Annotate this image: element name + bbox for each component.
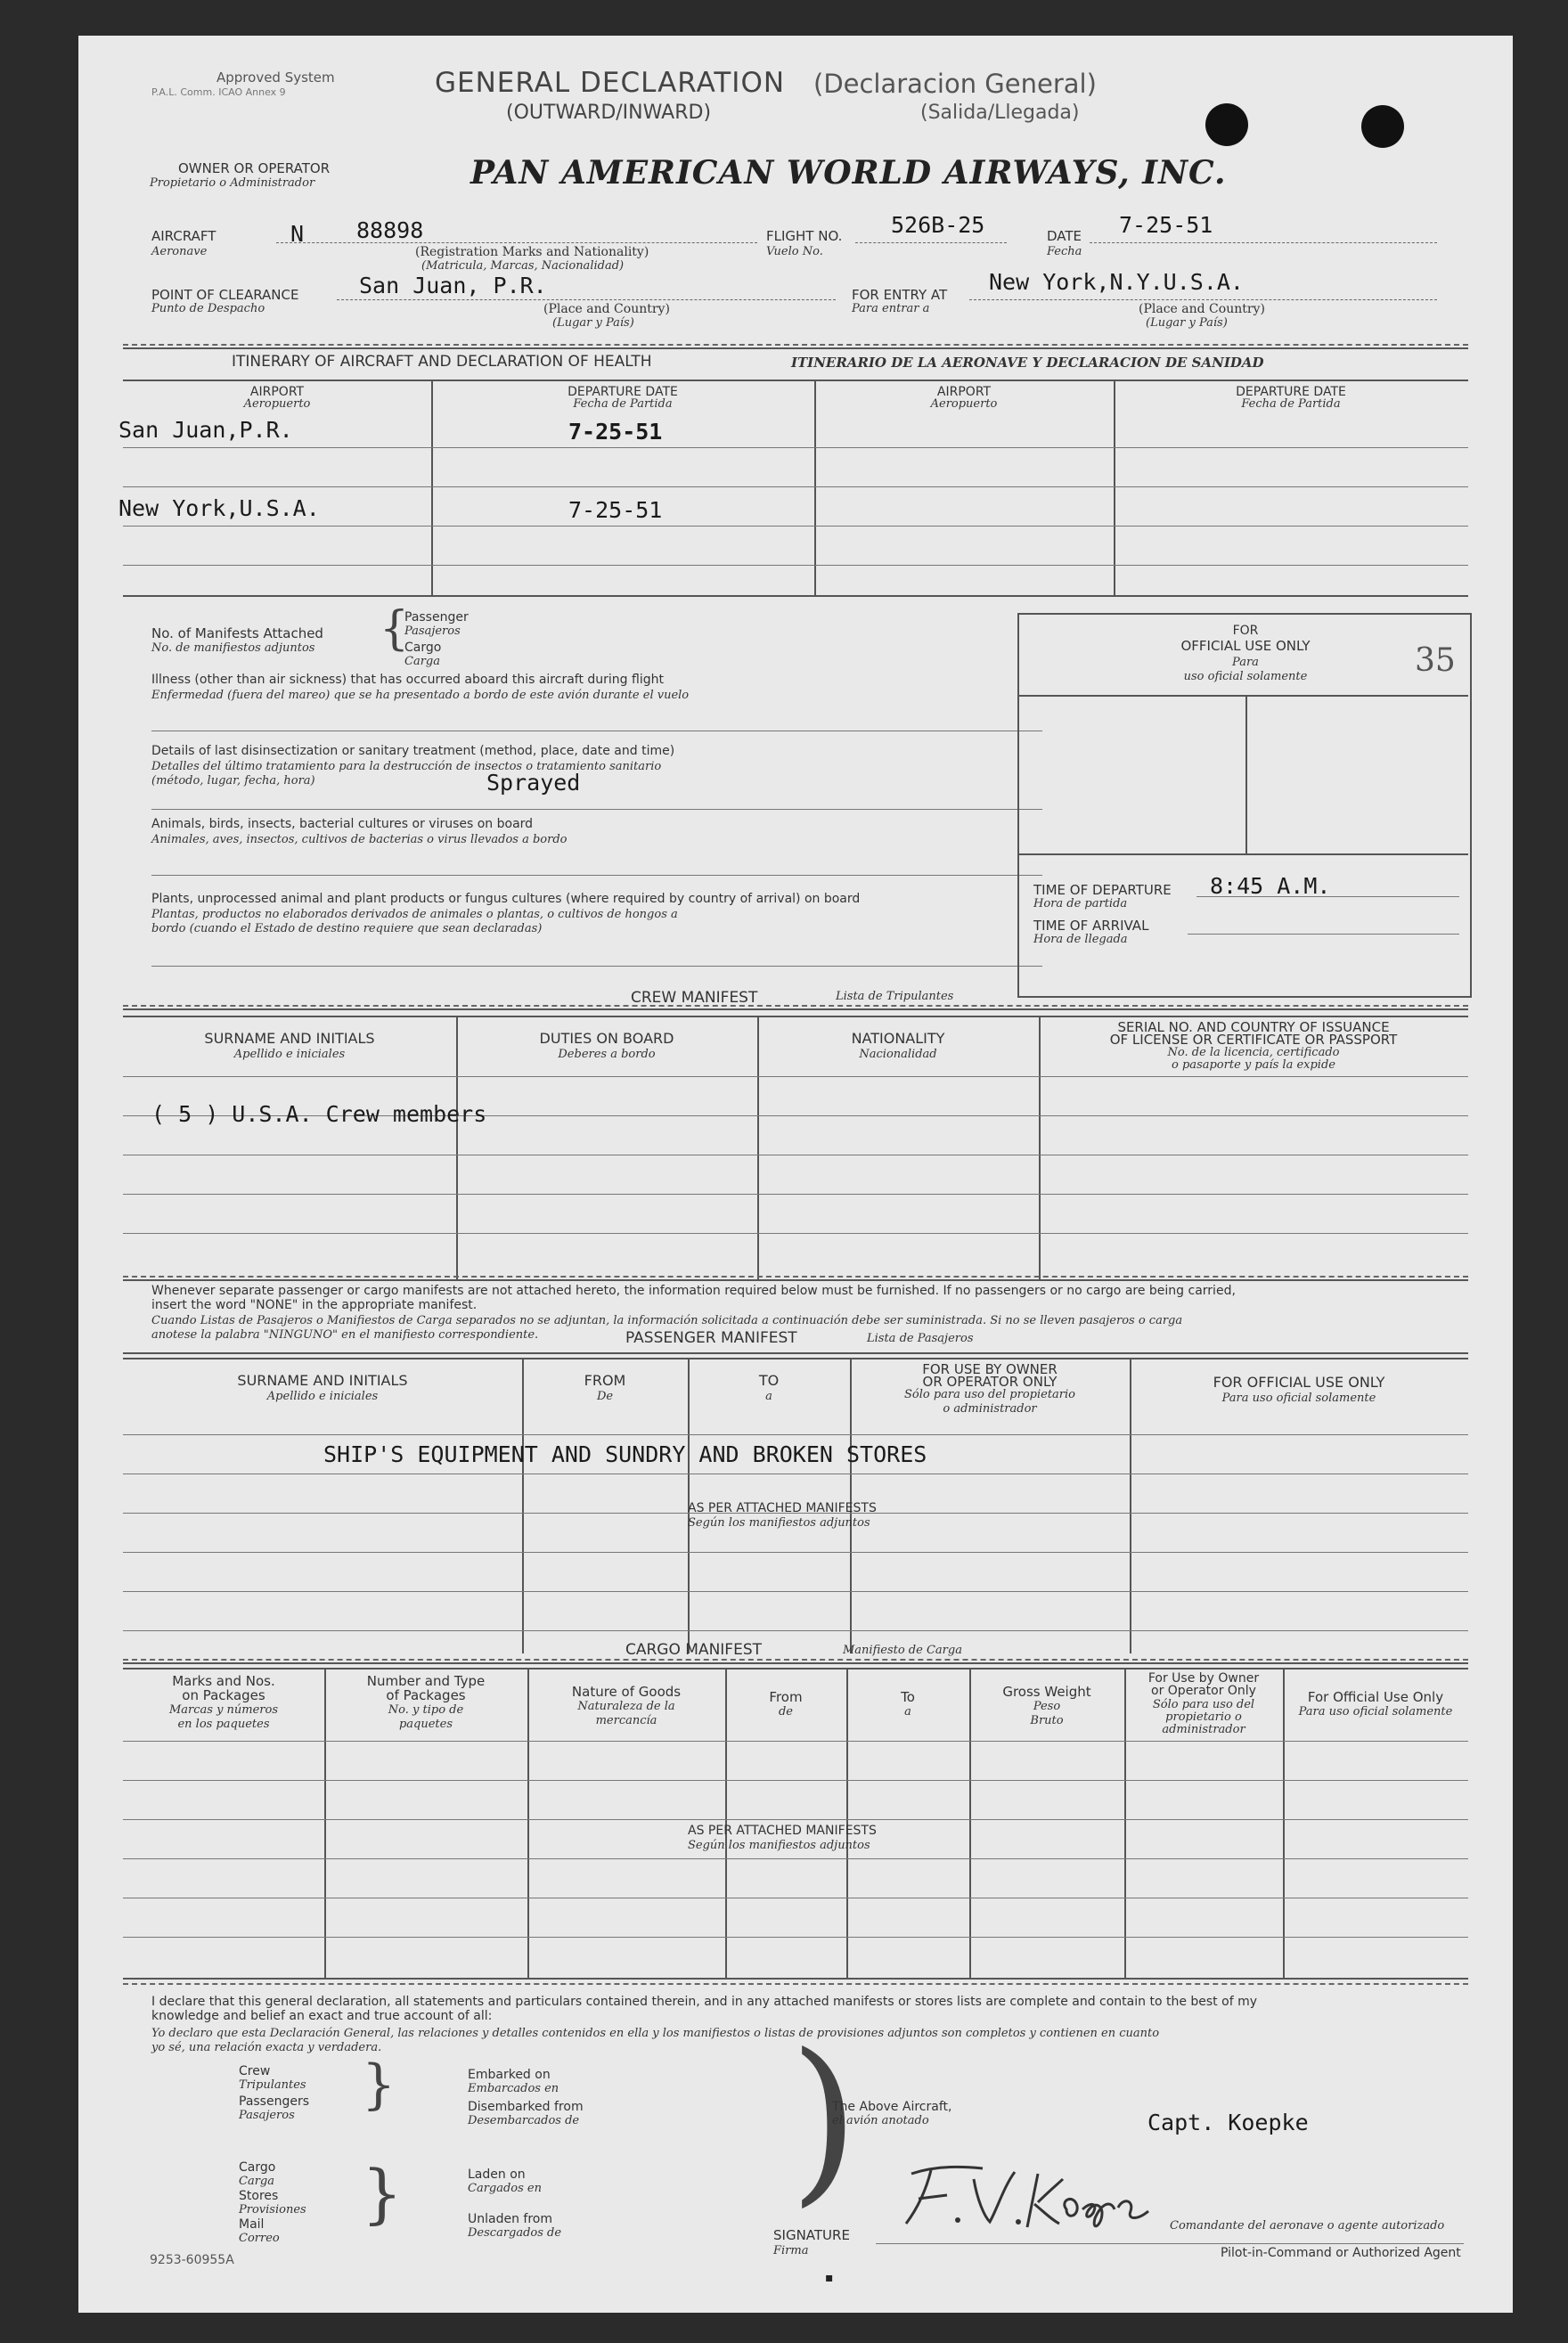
itinerary-date-2: 7-25-51 (568, 497, 663, 523)
clearance-line (337, 299, 836, 300)
disinsect-label: Details of last disinsectization or sanitary treatment (method, place, date and time) (151, 744, 675, 758)
owner-label: OWNER OR OPERATOR (178, 160, 331, 176)
itinerary-bottom (123, 595, 1468, 597)
passenger-label-es: Pasajeros (404, 625, 461, 638)
itinerary-title: ITINERARY OF AIRCRAFT AND DECLARATION OF HEALTH (232, 353, 652, 371)
passenger-col-from: FROM (584, 1372, 626, 1389)
cargo-col-marks: Marks and Nos. (172, 1673, 275, 1689)
itinerary-date-1: 7-25-51 (568, 419, 663, 445)
itinerary-col-airport-2: AIRPORT (936, 385, 992, 399)
entry-label: FOR ENTRY AT (852, 287, 948, 303)
aircraft-caption: (Registration Marks and Nationality) (415, 245, 649, 259)
itinerary-col (814, 381, 816, 595)
disinsect-value: Sprayed (486, 770, 581, 796)
official-label: OFFICIAL USE ONLY (1180, 638, 1311, 654)
form-title: GENERAL DECLARATION (435, 67, 786, 99)
decl-cargo-es: Carga (239, 2175, 274, 2188)
cargo-col-nature-es-2: mercancía (595, 1714, 657, 1727)
cargo-attached: AS PER ATTACHED MANIFESTS (688, 1824, 877, 1838)
entry-caption: (Place and Country) (1139, 302, 1265, 316)
manifests-label: No. of Manifests Attached (151, 625, 323, 641)
section-divider (123, 1276, 1468, 1278)
crew-col-surname-es: Apellido e iniciales (233, 1048, 346, 1061)
itinerary-col-departure: DEPARTURE DATE (568, 385, 678, 399)
passenger-attached-es: Según los manifiestos adjuntos (688, 1516, 870, 1530)
form-number: 9253-60955A (150, 2253, 234, 2267)
illness-label-es: Enfermedad (fuera del mareo) que se ha presentado a bordo de este avión durante el vuelo (151, 689, 690, 702)
cargo-title-es: Manifiesto de Carga (843, 1644, 962, 1657)
passenger-col-owner-es-2: o administrador (943, 1402, 1037, 1416)
cargo-attached-es: Según los manifiestos adjuntos (688, 1839, 870, 1852)
date-value: 7-25-51 (1119, 212, 1213, 238)
decl-brace: } (362, 2053, 396, 2116)
crew-entry: ( 5 ) U.S.A. Crew members (151, 1101, 487, 1127)
passenger-row-line (123, 1591, 1468, 1592)
flight-label: FLIGHT NO. (766, 228, 843, 244)
departure-time-value: 8:45 A.M. (1210, 873, 1331, 899)
notice-es-2: anotese la palabra "NINGUNO" en el manifiesto correspondiente. (151, 1328, 539, 1342)
cargo-col-number-es-2: paquetes (398, 1718, 453, 1731)
itinerary-row-line (123, 447, 1468, 448)
official-label-es-2: uso oficial solamente (1183, 670, 1308, 683)
decl-laden: Laden on (468, 2167, 526, 2182)
crew-col-duties: DUTIES ON BOARD (539, 1030, 674, 1047)
declaration-form (78, 36, 1513, 2313)
cargo-row-line (123, 1780, 1468, 1781)
punch-hole (1361, 105, 1404, 148)
itinerary-col-airport: AIRPORT (249, 385, 305, 399)
itinerary-col-departure-es-2: Fecha de Partida (1241, 397, 1341, 411)
official-rule (1019, 695, 1468, 697)
decl-unladen: Unladen from (468, 2212, 552, 2226)
passenger-col-official: FOR OFFICIAL USE ONLY (1213, 1374, 1385, 1391)
passenger-title: PASSENGER MANIFEST (625, 1329, 797, 1347)
disinsect-line (151, 809, 1042, 810)
signature-line (876, 2243, 1464, 2244)
date-label-es: Fecha (1047, 245, 1082, 258)
disinsect-label-es-1: Detalles del último tratamiento para la destrucción de insectos o tratamiento sanitario (151, 760, 662, 773)
above-aircraft: The Above Aircraft, (832, 2100, 952, 2114)
decl-disembarked-es: Desembarcados de (468, 2114, 580, 2127)
cargo-col-from-es: de (778, 1705, 793, 1718)
section-divider (123, 1659, 1468, 1661)
passenger-col-owner-2: OR OPERATOR ONLY (922, 1374, 1058, 1390)
entry-caption-es: (Lugar y País) (1146, 316, 1228, 330)
crew-row-line (123, 1233, 1468, 1234)
flight-label-es: Vuelo No. (766, 245, 823, 258)
entry-line (969, 299, 1437, 300)
crew-col-duties-es: Deberes a bordo (558, 1048, 656, 1061)
arrival-time-line (1188, 934, 1459, 935)
decl-bracket: ) (789, 2016, 860, 2224)
clearance-caption: (Place and Country) (543, 302, 670, 316)
decl-embarked-es: Embarcados en (468, 2082, 559, 2095)
cargo-bottom (123, 1978, 1468, 1980)
itinerary-col-departure-es: Fecha de Partida (573, 397, 673, 411)
cargo-col-from: From (769, 1689, 803, 1705)
decl-mail-es: Correo (239, 2232, 280, 2245)
passenger-col-to: TO (758, 1372, 780, 1389)
passenger-attached: AS PER ATTACHED MANIFESTS (688, 1501, 877, 1515)
aircraft-caption-es: (Matricula, Marcas, Nacionalidad) (421, 259, 625, 273)
aircraft-registration: 88898 (356, 217, 424, 243)
cargo-row-line (123, 1937, 1468, 1938)
section-rule (123, 1662, 1468, 1664)
notice-es-1: Cuando Listas de Pasajeros o Manifiestos de Carga separados no se adjuntan, la información solicitada a continuación debe ser suministrada. Si no se lleven pasajeros o carga (151, 1314, 1183, 1327)
plants-line (151, 966, 1042, 967)
approved-system: Approved System (216, 69, 335, 86)
flight-line (855, 242, 1007, 243)
cargo-label: Cargo (404, 641, 442, 655)
decl-unladen-es: Descargados de (468, 2226, 562, 2240)
passenger-col-official-es: Para uso oficial solamente (1221, 1392, 1376, 1405)
cargo-col-weight-es-2: Bruto (1030, 1714, 1064, 1727)
section-rule (123, 1279, 1468, 1281)
cargo-col-owner-es-3: administrador (1162, 1723, 1245, 1736)
date-line (1090, 242, 1437, 243)
crew-row-line (123, 1076, 1468, 1077)
animals-line (151, 875, 1042, 876)
decl-crew: Crew (239, 2064, 271, 2078)
aircraft-line (276, 242, 757, 243)
manifests-label-es: No. de manifiestos adjuntos (151, 641, 315, 655)
decl-laden-es: Cargados en (468, 2182, 543, 2195)
plants-label: Plants, unprocessed animal and plant products or fungus cultures (where required by country of arrival) on board (151, 892, 861, 906)
cargo-col-to-es: a (904, 1705, 911, 1718)
passenger-col-to-es: a (765, 1390, 772, 1403)
declaration-es-1: Yo declaro que esta Declaración General, las relaciones y detalles contenidos en ella y los manifiestos o listas de provisiones adjuntos son completos y contienen en cuanto (151, 2027, 1160, 2040)
passenger-entry: SHIP'S EQUIPMENT AND SUNDRY AND BROKEN STORES (323, 1441, 927, 1467)
decl-brace-2: } (362, 2156, 403, 2231)
crew-col-nationality: NATIONALITY (851, 1030, 945, 1047)
departure-time-line (1196, 896, 1459, 897)
itinerary-col (1114, 381, 1115, 595)
itinerary-col (431, 381, 433, 595)
declaration-en-2: knowledge and belief an exact and true account of all: (151, 2009, 493, 2023)
passenger-title-es: Lista de Pasajeros (867, 1332, 974, 1345)
arrival-time-label: TIME OF ARRIVAL (1033, 918, 1149, 934)
owner-label-es: Propietario o Administrador (150, 176, 315, 190)
section-divider (123, 1983, 1468, 1985)
itinerary-col-departure-2: DEPARTURE DATE (1236, 385, 1346, 399)
entry-label-es: Para entrar a (852, 302, 930, 315)
passenger-top (123, 1358, 1468, 1359)
crew-col-serial-es-2: o pasaporte y país la expide (1172, 1058, 1335, 1072)
cargo-col-owner: For Use by Owner (1147, 1671, 1260, 1686)
crew-top (123, 1016, 1468, 1017)
crew-title-es: Lista de Tripulantes (836, 990, 954, 1003)
section-rule (123, 347, 1468, 349)
passenger-row-line (123, 1552, 1468, 1553)
official-label-es: Para (1232, 656, 1259, 669)
captain-signature (885, 2147, 1179, 2236)
captain-name: Capt. Koepke (1147, 2110, 1309, 2135)
cargo-row-line (123, 1819, 1468, 1820)
crew-title: CREW MANIFEST (631, 989, 758, 1007)
crew-col-serial: SERIAL NO. AND COUNTRY OF ISSUANCE (1117, 1019, 1390, 1035)
arrival-time-label-es: Hora de llegada (1033, 933, 1128, 946)
decl-disembarked: Disembarked from (468, 2100, 584, 2114)
departure-time-label: TIME OF DEPARTURE (1033, 882, 1172, 898)
clearance-caption-es: (Lugar y País) (552, 316, 634, 330)
cargo-col-number: Number and Type (366, 1673, 486, 1689)
aircraft-label: AIRCRAFT (151, 228, 216, 244)
cargo-col-owner-2: or Operator Only (1151, 1684, 1256, 1698)
itinerary-row-line (123, 565, 1468, 566)
itinerary-top (123, 380, 1468, 381)
printer-mark: ▪ (825, 2271, 834, 2285)
clearance-label-es: Punto de Despacho (151, 302, 265, 315)
cargo-col-official: For Official Use Only (1307, 1689, 1444, 1705)
itinerary-col-airport-es-2: Aeropuerto (930, 397, 998, 411)
cargo-col-nature: Nature of Goods (571, 1684, 682, 1700)
cargo-row-line (123, 1858, 1468, 1859)
aircraft-prefix: N (290, 221, 305, 247)
entry-value: New York,N.Y.U.S.A. (989, 269, 1244, 295)
form-title-es: (Declaracion General) (813, 69, 1097, 99)
itinerary-title-es: ITINERARIO DE LA AERONAVE Y DECLARACION DE SANIDAD (791, 355, 1264, 371)
decl-passengers: Passengers (239, 2094, 310, 2109)
cargo-col-number-es: No. y tipo de (388, 1703, 464, 1717)
section-divider (123, 344, 1468, 346)
passenger-col-surname: SURNAME AND INITIALS (237, 1372, 408, 1389)
date-label: DATE (1047, 228, 1082, 244)
passenger-col-owner: FOR USE BY OWNER (922, 1361, 1058, 1377)
form-title-es-sub: (Salida/Llegada) (920, 102, 1080, 124)
departure-time-label-es: Hora de partida (1033, 897, 1128, 910)
signature-label: SIGNATURE (773, 2227, 850, 2243)
official-for: FOR (1232, 624, 1259, 638)
punch-hole (1205, 103, 1248, 146)
animals-label: Animals, birds, insects, bacterial cultures or viruses on board (151, 817, 534, 831)
crew-col-surname: SURNAME AND INITIALS (204, 1030, 375, 1047)
cargo-col-marks-es-2: en los paquetes (177, 1718, 270, 1731)
cargo-label-es: Carga (404, 655, 440, 668)
declaration-en-1: I declare that this general declaration, all statements and particulars contained therein, and in any attached manifests or stores lists are complete and contain to the best of my (151, 1995, 1257, 2009)
plants-label-es-2: bordo (cuando el Estado de destino requiere que sean declaradas) (151, 922, 543, 935)
passenger-col (522, 1359, 524, 1653)
cargo-col-marks-es: Marcas y números (168, 1703, 279, 1717)
section-rule (123, 1352, 1468, 1354)
decl-cargo: Cargo (239, 2160, 276, 2175)
form-title-sub: (OUTWARD/INWARD) (506, 102, 712, 124)
crew-col-serial-es: No. de la licencia, certificado (1167, 1046, 1340, 1059)
plants-label-es-1: Plantas, productos no elaborados derivados de animales o plantas, o cultivos de hongos a (151, 908, 678, 921)
itinerary-row-line (123, 486, 1468, 487)
approved-system-sub: P.A.L. Comm. ICAO Annex 9 (151, 86, 286, 98)
section-divider (123, 1005, 1468, 1007)
cargo-row-line (123, 1741, 1468, 1742)
cargo-col-weight: Gross Weight (1002, 1684, 1091, 1700)
decl-stores-es: Provisiones (239, 2203, 306, 2216)
cargo-title: CARGO MANIFEST (625, 1641, 762, 1659)
section-rule (123, 1008, 1468, 1010)
crew-col-nationality-es: Nacionalidad (859, 1048, 937, 1061)
crew-col-serial-2: OF LICENSE OR CERTIFICATE OR PASSPORT (1109, 1032, 1398, 1048)
cargo-col-nature-es: Naturaleza de la (577, 1700, 675, 1713)
above-aircraft-es: el avión anotado (832, 2114, 929, 2127)
cargo-col-owner-es: Sólo para uso del (1152, 1698, 1255, 1711)
passenger-col-owner-es: Sólo para uso del propietario (903, 1388, 1076, 1401)
illness-label: Illness (other than air sickness) that has occurred aboard this aircraft during flight (151, 673, 664, 687)
commander: Pilot-in-Command or Authorized Agent (1221, 2246, 1461, 2260)
cargo-col-weight-es: Peso (1033, 1700, 1061, 1713)
decl-passengers-es: Pasajeros (239, 2109, 295, 2122)
cargo-col-marks-2: on Packages (182, 1687, 265, 1703)
flight-value: 526B-25 (891, 212, 985, 238)
itinerary-col-airport-es: Aeropuerto (243, 397, 311, 411)
declaration-es-2: yo sé, una relación exacta y verdadera. (151, 2041, 382, 2054)
clearance-label: POINT OF CLEARANCE (151, 287, 299, 303)
brace: { (380, 602, 410, 656)
signature-label-es: Firma (773, 2244, 809, 2257)
decl-crew-es: Tripulantes (239, 2078, 306, 2092)
passenger-label: Passenger (404, 610, 469, 625)
official-divider (1245, 697, 1247, 853)
decl-stores: Stores (239, 2189, 279, 2203)
cargo-col-owner-es-2: propietario o (1165, 1710, 1242, 1724)
commander-es: Comandante del aeronave o agente autorizado (1170, 2219, 1445, 2233)
aircraft-label-es: Aeronave (151, 245, 208, 258)
official-number: 35 (1415, 642, 1456, 679)
passenger-row-line (123, 1434, 1468, 1435)
official-rule (1019, 853, 1468, 855)
passenger-row-line (123, 1630, 1468, 1631)
decl-embarked: Embarked on (468, 2068, 551, 2082)
cargo-col-to: To (901, 1689, 915, 1705)
itinerary-airport-2: New York,U.S.A. (118, 495, 320, 521)
animals-label-es: Animales, aves, insectos, cultivos de bacterias o virus llevados a bordo (151, 833, 568, 846)
owner-name: PAN AMERICAN WORLD AIRWAYS, INC. (470, 154, 1227, 192)
decl-mail: Mail (239, 2217, 265, 2232)
itinerary-airport-1: San Juan,P.R. (118, 417, 293, 443)
cargo-col-number-2: of Packages (386, 1687, 466, 1703)
itinerary-row-line (123, 526, 1468, 527)
notice-en-2: insert the word "NONE" in the appropriate manifest. (151, 1298, 478, 1312)
disinsect-label-es-2: (método, lugar, fecha, hora) (151, 774, 315, 788)
clearance-value: San Juan, P.R. (359, 273, 547, 298)
passenger-col-surname-es: Apellido e iniciales (266, 1390, 379, 1403)
crew-row-line (123, 1194, 1468, 1195)
notice-en-1: Whenever separate passenger or cargo manifests are not attached hereto, the information required below must be furnished. If no passengers or no cargo are being carried, (151, 1284, 1236, 1298)
passenger-col-from-es: De (596, 1390, 614, 1403)
cargo-col-official-es: Para uso oficial solamente (1298, 1705, 1453, 1718)
